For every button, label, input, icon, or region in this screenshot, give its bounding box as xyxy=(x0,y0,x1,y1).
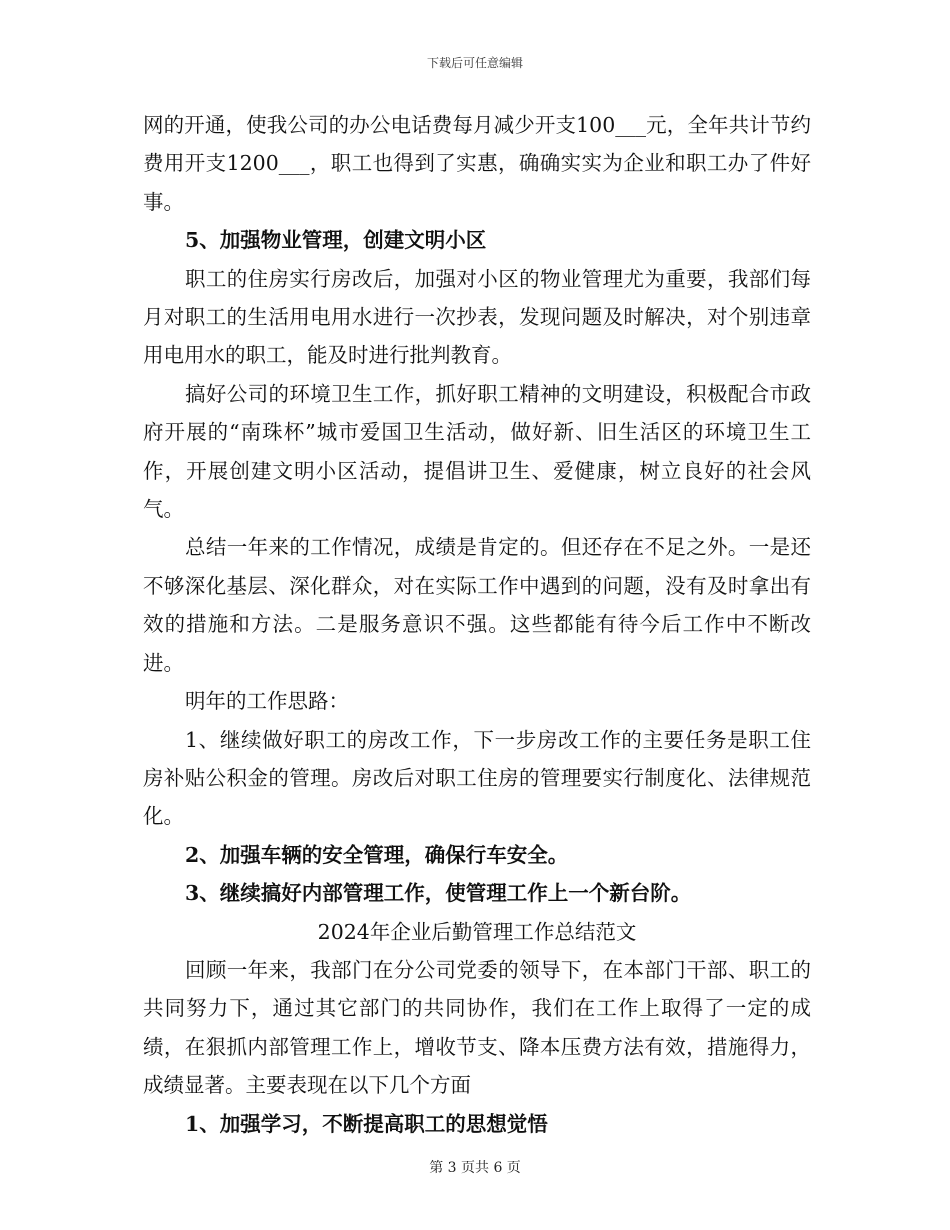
document-title: 2024年企业后勤管理工作总结范文 xyxy=(317,919,637,944)
paragraph-next-year: 明年的工作思路： xyxy=(185,689,349,714)
section-heading-1: 1、加强学习，不断提高职工的思想觉悟 xyxy=(185,1111,548,1136)
page-footer: 第 3 页共 6 页 xyxy=(429,1160,521,1176)
paragraph-review: 回顾一年来，我部门在分公司党委的领导下，在本部门干部、职工的共同努力下，通过其它部门的共同协作，我们在工作上取得了一定的成绩，在狠抓内部管理工作上，增收节支、降本压费方法有效，措施得力，成绩显著。主要表现在以下几个方面 xyxy=(143,957,811,1098)
document-body xyxy=(143,106,811,1143)
plan-item-2: 2、加强车辆的安全管理，确保行车安全。 xyxy=(185,842,569,867)
paragraph-plan-1: 1、继续做好职工的房改工作，下一步房改工作的主要任务是职工住房补贴公积金的管理。房改后对职工住房的管理要实行制度化、法律规范化。 xyxy=(143,727,811,829)
plan-item-3: 3、继续搞好内部管理工作，使管理工作上一个新台阶。 xyxy=(185,881,692,906)
paragraph-continuation: 网的开通，使我公司的办公电话费每月减少开支100___元，全年共计节约费用开支1200___，职工也得到了实惠，确确实实为企业和职工办了件好事。 xyxy=(143,113,811,214)
page-header: 下载后可任意编辑 xyxy=(426,56,523,70)
paragraph-housing: 职工的住房实行房改后，加强对小区的物业管理尤为重要，我部们每月对职工的生活用电用水进行一次抄表，发现问题及时解决，对个别违章用电用水的职工，能及时进行批判教育。 xyxy=(143,266,811,368)
section-heading-5: 5、加强物业管理，创建文明小区 xyxy=(185,228,487,253)
paragraph-environment: 搞好公司的环境卫生工作，抓好职工精神的文明建设，积极配合市政府开展的“南珠杯”城市爱国卫生活动，做好新、旧生活区的环境卫生工作，开展创建文明小区活动，提倡讲卫生、爱健康，树立良好的社会风气。 xyxy=(143,381,811,522)
paragraph-summary: 总结一年来的工作情况，成绩是肯定的。但还存在不足之外。一是还不够深化基层、深化群众，对在实际工作中遇到的问题，没有及时拿出有效的措施和方法。二是服务意识不强。这些都能有待今后工作中不断改进。 xyxy=(143,535,811,675)
